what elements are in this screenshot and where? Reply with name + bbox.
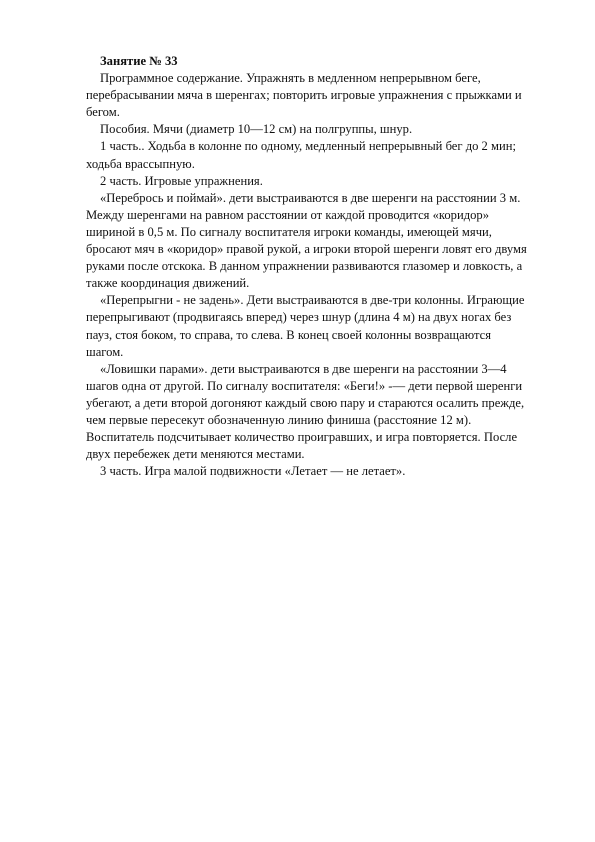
paragraph-game-throw-catch: «Перебрось и поймай». дети выстраиваются в две шеренги на расстоянии 3 м. Между шеренгами на равном расстоянии от каждой проводится «коридор» шириной в 0,5 м. По сигналу воспитателя игроки команды, имеющей мячи, бросают мяч в «коридор» правой рукой, а игроки второй шеренги ловят его двумя руками после отскока. В данном упражнении развиваются глазомер и ловкость, а также координация движений. [86, 190, 527, 291]
paragraph-equipment: Пособия. Мячи (диаметр 10—12 см) на полгруппы, шнур. [100, 122, 413, 137]
document-body [86, 53, 530, 480]
lesson-title: Занятие № 33 [100, 54, 178, 68]
paragraph-part-1: 1 часть.. Ходьба в колонне по одному, медленный непрерывный бег до 2 мин; ходьба врассыпную. [86, 139, 516, 171]
paragraph-part-3: 3 часть. Игра малой подвижности «Летает — не летает». [100, 464, 406, 479]
paragraph-game-pair-tag: «Ловишки парами». дети выстраиваются в две шеренги на расстоянии 3—4 шагов одна от другой. По сигналу воспитателя: «Беги!» -— дети первой шеренги убегают, а дети второй догоняют каждый свою пару и стараются осалить прежде, чем первые пересекут обозначенную линию финиша (расстояние 12 м). Воспитатель подсчитывает количество проигравших, и игра повторяется. После двух перебежек дети меняются местами. [86, 361, 525, 462]
paragraph-part-2-heading: 2 часть. Игровые упражнения. [100, 173, 263, 188]
paragraph-game-jump-over: «Перепрыгни - не задень». Дети выстраиваются в две-три колонны. Играющие перепрыгивают (продвигаясь вперед) через шнур (длина 4 м) на двух ногах без пауз, стоя боком, то справа, то слева. В конец своей колонны возвращаются шагом. [86, 293, 525, 359]
paragraph-program-content: Программное содержание. Упражнять в медленном непрерывном беге, перебрасывании мяча в шеренгах; повторить игровые упражнения с прыжками и бегом. [86, 71, 522, 120]
